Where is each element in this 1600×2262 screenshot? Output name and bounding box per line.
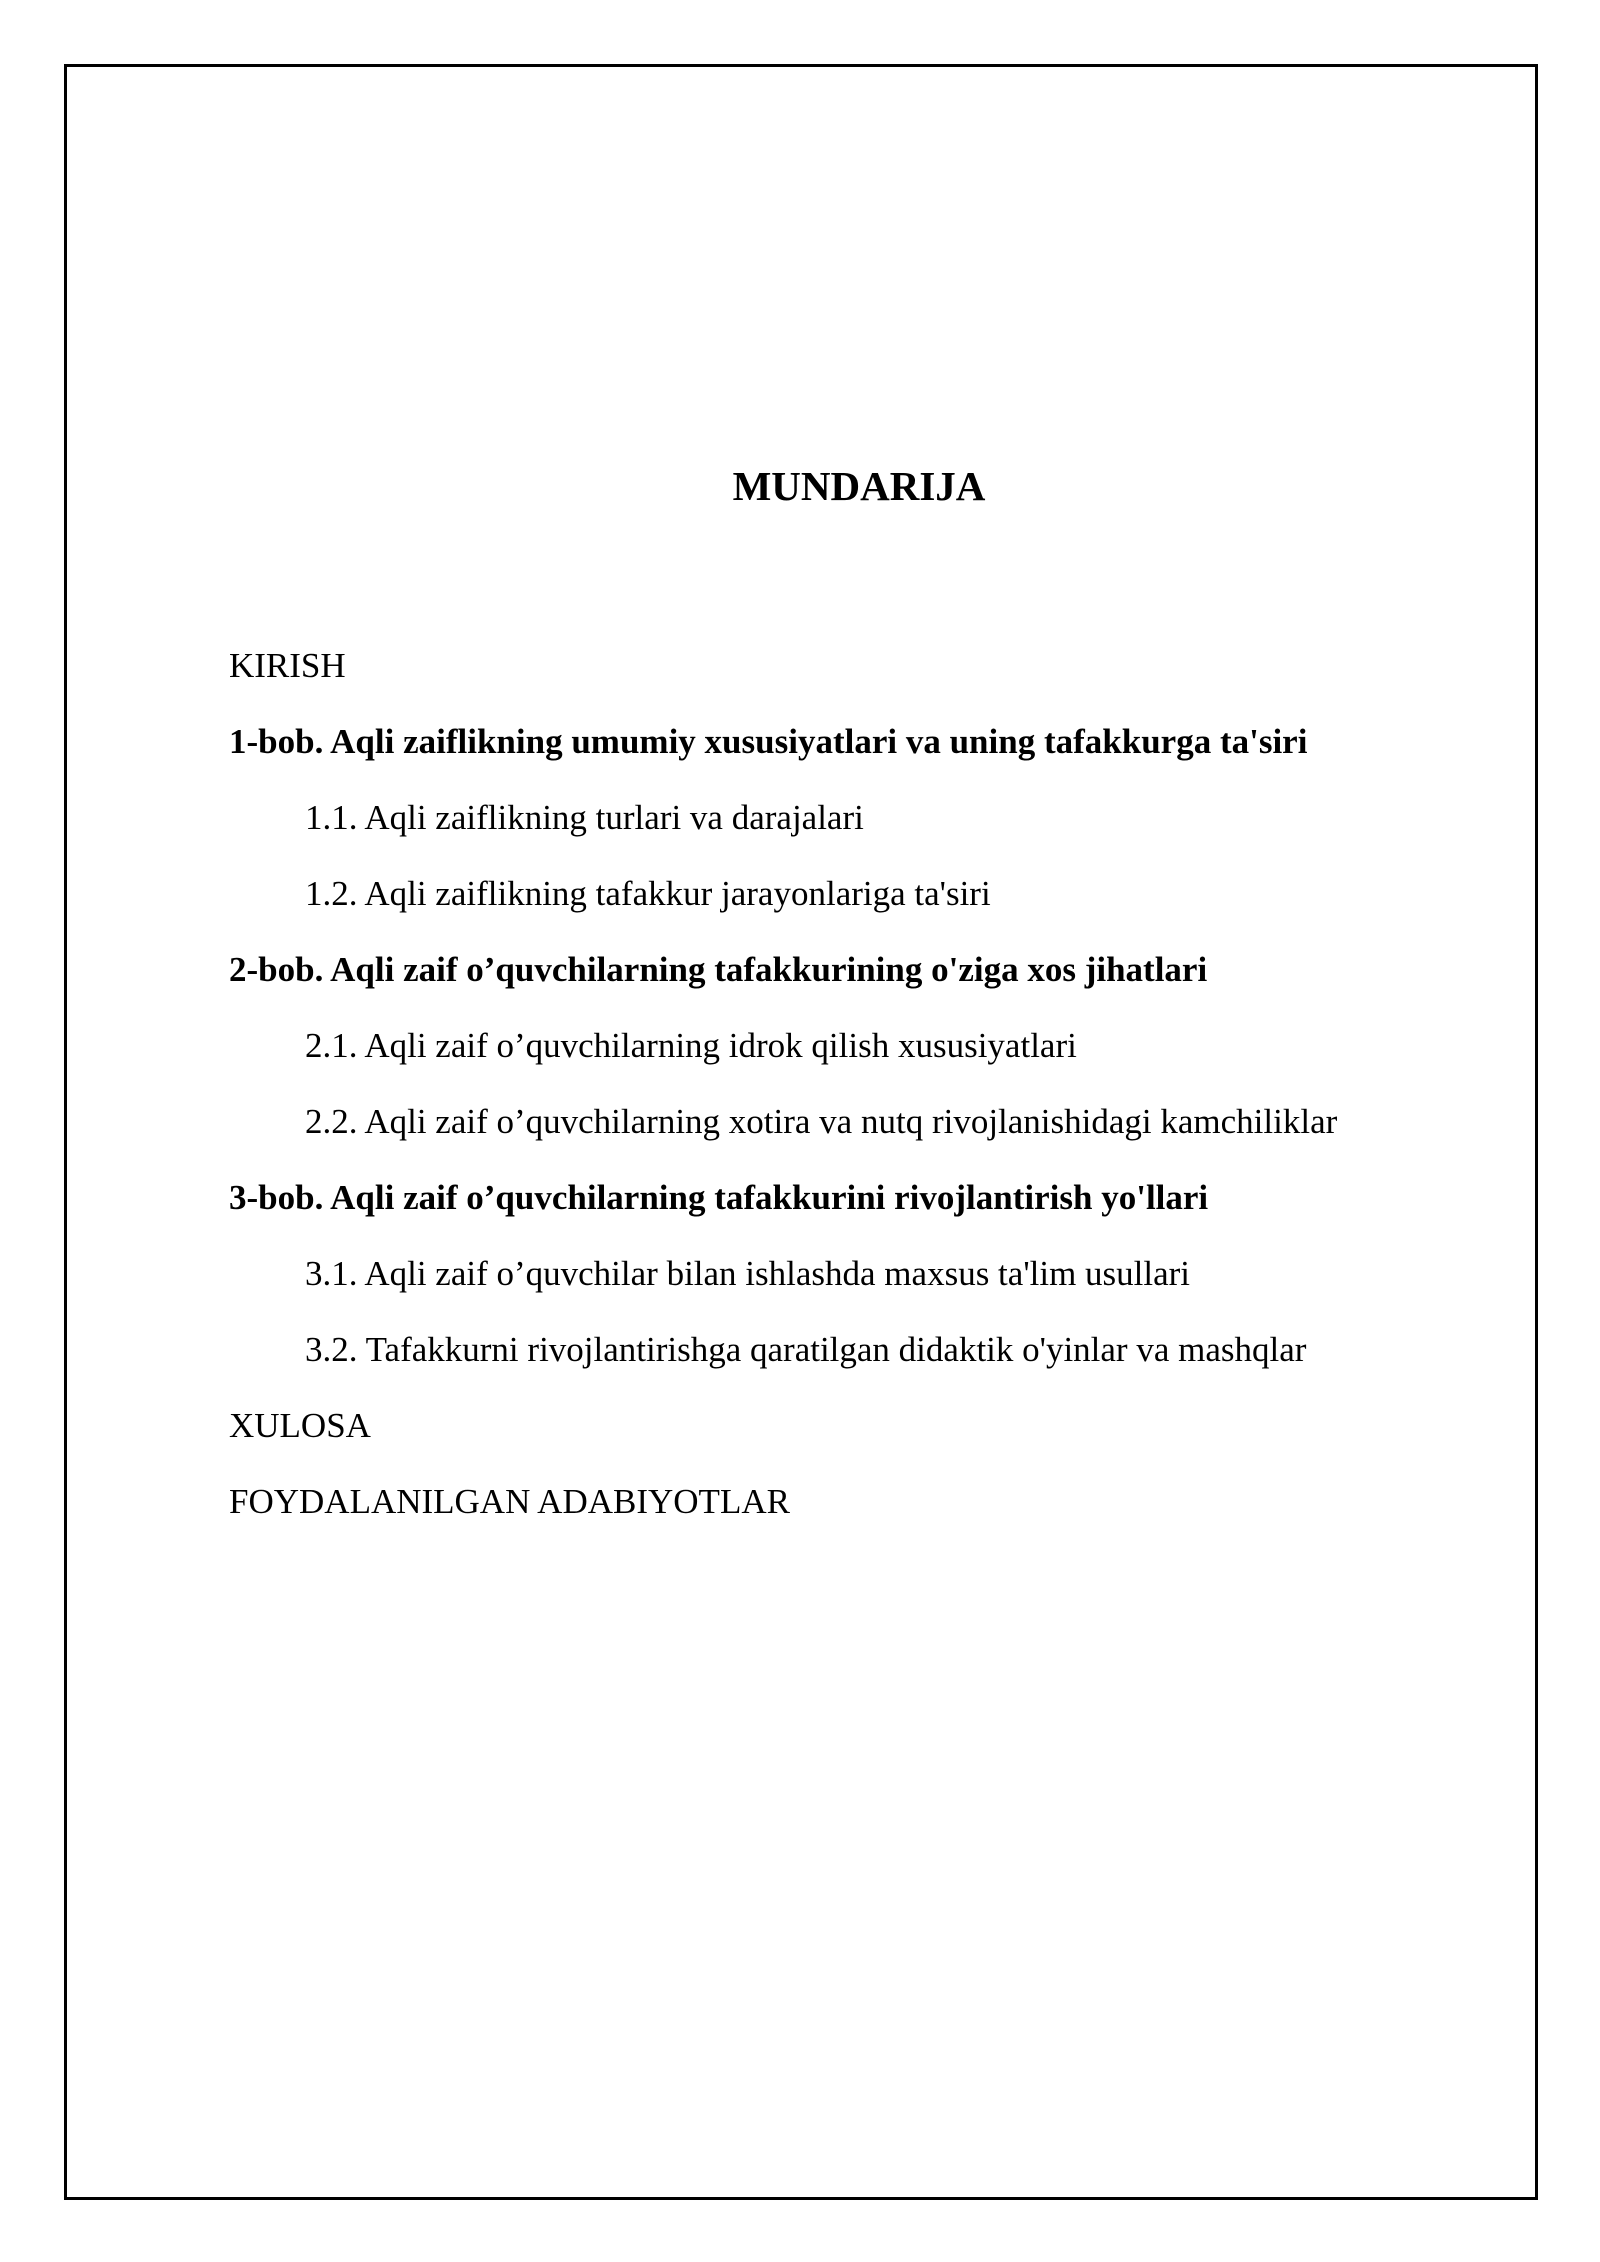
table-of-contents xyxy=(229,638,1489,1550)
toc-section-1-2[interactable]: 1.2. Aqli zaiflikning tafakkur jarayonlariga ta'siri xyxy=(305,874,991,913)
toc-chapter-1[interactable]: 1-bob. Aqli zaiflikning umumiy xususiyatlari va uning tafakkurga ta'siri xyxy=(229,722,1308,761)
toc-item-kirish[interactable]: KIRISH xyxy=(229,646,346,685)
toc-item-adabiyotlar[interactable]: FOYDALANILGAN ADABIYOTLAR xyxy=(229,1482,790,1521)
toc-chapter-2[interactable]: 2-bob. Aqli zaif o’quvchilarning tafakkurining o'ziga xos jihatlari xyxy=(229,950,1208,989)
toc-chapter-3[interactable]: 3-bob. Aqli zaif o’quvchilarning tafakkurini rivojlantirish yo'llari xyxy=(229,1178,1209,1217)
page-title: MUNDARIJA xyxy=(732,463,986,509)
toc-section-3-2[interactable]: 3.2. Tafakkurni rivojlantirishga qaratilgan didaktik o'yinlar va mashqlar xyxy=(305,1330,1307,1369)
toc-section-1-1[interactable]: 1.1. Aqli zaiflikning turlari va darajalari xyxy=(305,798,864,837)
toc-section-3-1[interactable]: 3.1. Aqli zaif o’quvchilar bilan ishlashda maxsus ta'lim usullari xyxy=(305,1254,1191,1293)
toc-section-2-2[interactable]: 2.2. Aqli zaif o’quvchilarning xotira va nutq rivojlanishidagi kamchiliklar xyxy=(305,1102,1338,1141)
toc-item-xulosa[interactable]: XULOSA xyxy=(229,1406,371,1445)
toc-section-2-1[interactable]: 2.1. Aqli zaif o’quvchilarning idrok qilish xususiyatlari xyxy=(305,1026,1077,1065)
